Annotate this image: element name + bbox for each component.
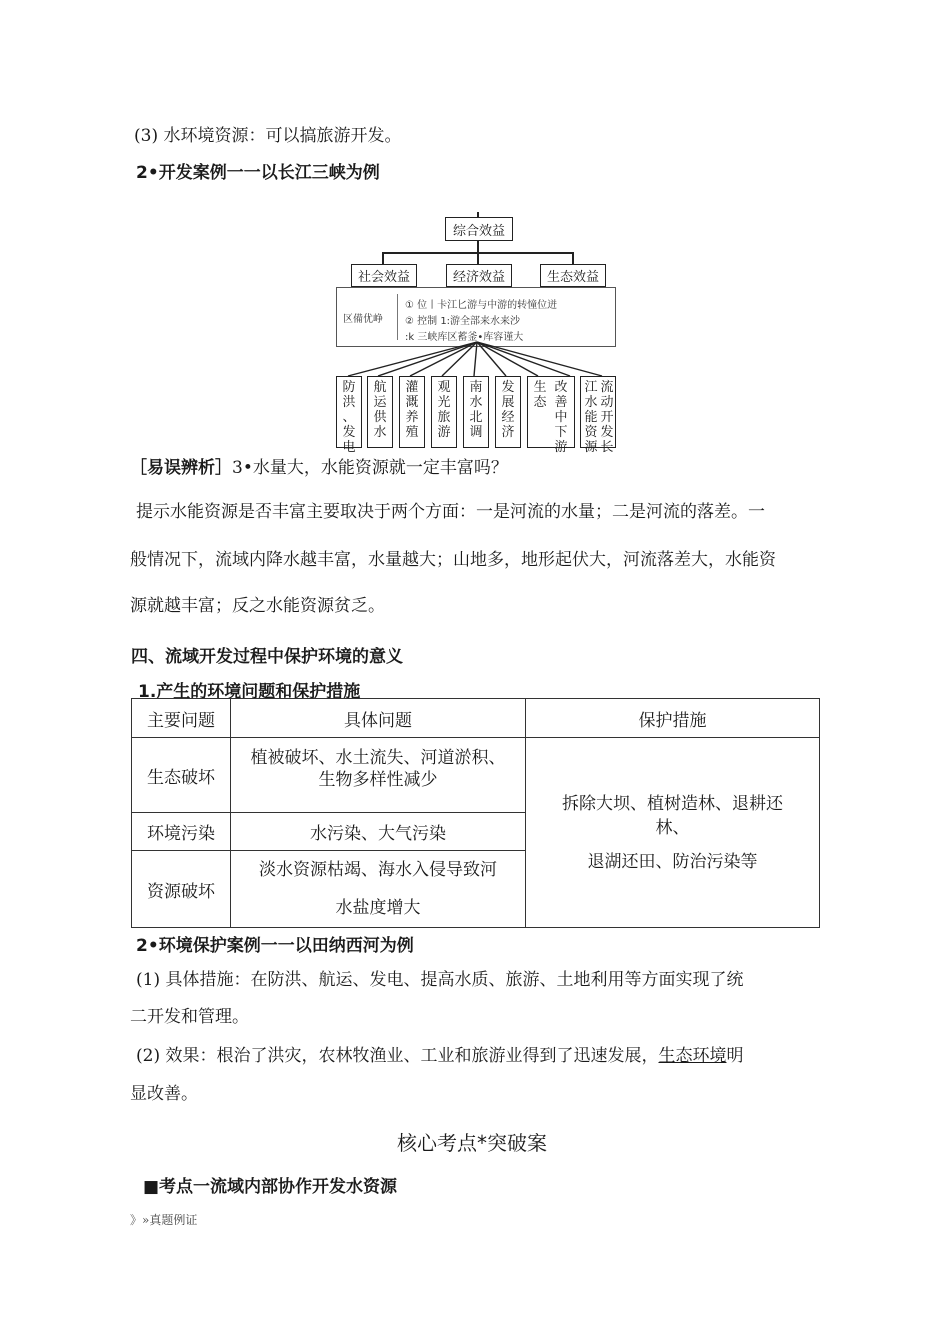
hint-line: 提示水能资源是否丰富主要取决于两个方面：一是河流的水量；二是河流的落差。一	[136, 502, 765, 522]
outcome-tourism: 观 光 旅 游	[431, 376, 457, 448]
point-heading: ■考点一流域内部协作开发水资源	[143, 1177, 398, 1197]
table-header: 保护措施	[526, 699, 820, 738]
table-cell-detail: 淡水资源枯竭、海水入侵导致河 水盐度增大	[231, 851, 526, 928]
table-header: 主要问题	[132, 699, 231, 738]
diagram-economic-box: 经济效益	[446, 264, 512, 287]
table-header-row	[132, 699, 820, 738]
example-label: 》»真题例证	[130, 1213, 198, 1227]
table-cell-detail: 水污染、大气污染	[231, 813, 526, 851]
hint-line: 般情况下，流域内降水越丰富，水量越大；山地多，地形起伏大，河流落差大，水能资	[130, 550, 776, 570]
outcome-ecology: 生 态 改 善 中 下 游	[527, 376, 575, 448]
fan-connectors	[330, 340, 630, 380]
advantage-box	[336, 287, 616, 347]
advantage-line: ② 控制 1:游全部来水来沙	[405, 316, 521, 327]
table-row	[132, 738, 820, 813]
environment-table	[131, 698, 820, 928]
advantage-label: 区備优峥	[343, 314, 383, 325]
outcome-hydropower: 江 水 能 资 源 流 动 开 发 长	[580, 376, 616, 448]
diagram-top-box: 综合效益	[445, 217, 513, 241]
table-cell-detail: 植被破坏、水土流失、河道淤积、 生物多样性减少	[231, 738, 526, 813]
outcome-water-transfer: 南 水 北 调	[463, 376, 489, 448]
outcome-irrigation: 灌 溉 养 殖	[399, 376, 425, 448]
outcome-shipping: 航 运 供 水	[367, 376, 393, 448]
outcome-flood-power: 防 洪 、 发 电	[336, 376, 362, 448]
diagram-social-box: 社会效益	[351, 264, 417, 287]
hint-line: 源就越丰富；反之水能资源贫乏。	[130, 596, 385, 616]
core-title: 核心考点*突破案	[397, 1131, 547, 1155]
table-cell-issue: 环境污染	[132, 813, 231, 851]
diagram-ecological-box: 生态效益	[540, 264, 606, 287]
mistake-title: ［易误辨析］	[130, 458, 232, 478]
table-cell-issue: 生态破坏	[132, 738, 231, 813]
section-heading: 四、流域开发过程中保护环境的意义	[131, 647, 403, 667]
subsection-heading: 1.产生的环境问题和保护措施	[138, 682, 361, 702]
mistake-question: 3•水量大，水能资源就一定丰富吗？	[232, 458, 508, 478]
resource-item-3: (3) 水环境资源：可以搞旅游开发。	[134, 126, 402, 146]
table-header: 具体问题	[231, 699, 526, 738]
paragraph-line: (1) 具体措施：在防洪、航运、发电、提高水质、旅游、土地利用等方面实现了统	[136, 970, 744, 990]
paragraph-line: 显改善。	[130, 1084, 198, 1104]
table-cell-measures: 拆除大坝、植树造林、退耕还林、 退湖还田、防治污染等	[526, 738, 820, 928]
advantage-line: ① 位丨卡江匕游与中游的转憧位迸	[405, 300, 558, 311]
paragraph-line: (2) 效果：根治了洪灾，农林牧渔业、工业和旅游业得到了迅速发展，生态环境明	[136, 1046, 744, 1066]
underlined-term: 生态环境	[658, 1046, 727, 1066]
advantage-line: :k 三峡库区蓄釜•库容谨大	[405, 332, 524, 343]
case-heading: 2•环境保护案例一一以田纳西河为例	[136, 936, 414, 956]
outcome-economy: 发 展 经 济	[495, 376, 521, 448]
paragraph-line: 二开发和管理。	[130, 1007, 249, 1027]
mistake-line	[130, 453, 508, 478]
table-cell-issue: 资源破坏	[132, 851, 231, 928]
case-heading: 2•开发案例一一以长江三峡为例	[136, 163, 380, 183]
